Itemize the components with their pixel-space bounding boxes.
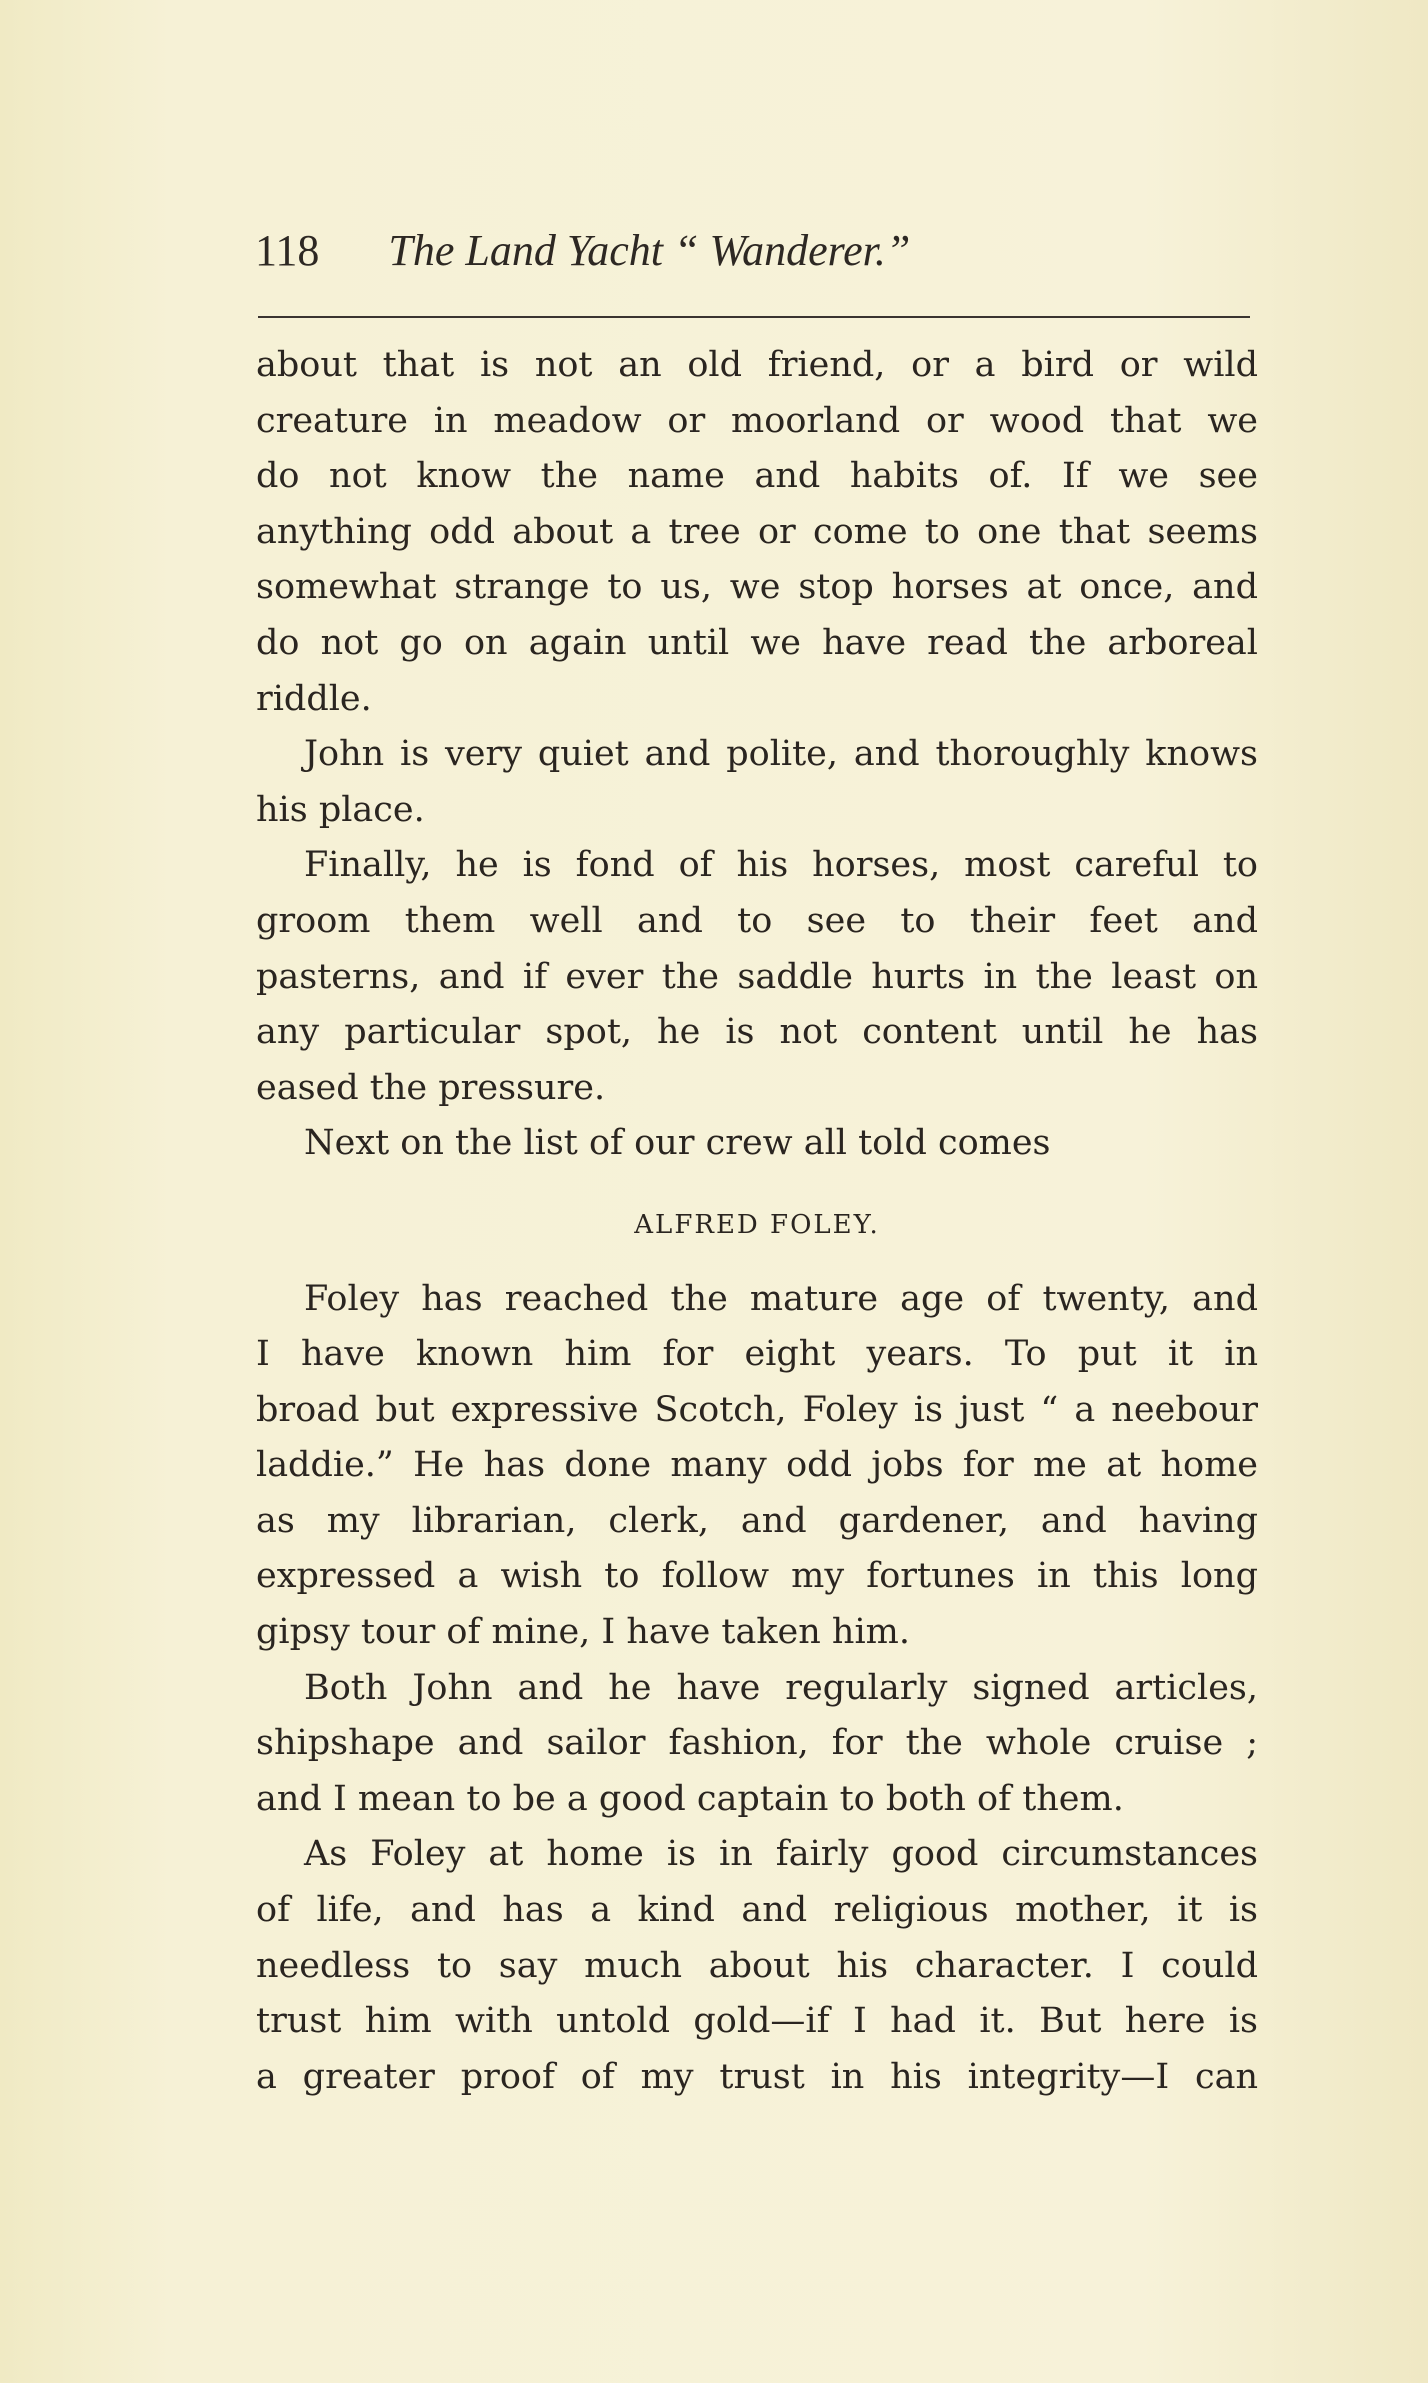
text-line: creature in meadow or moorland or wood that we [256, 400, 1258, 441]
running-header [255, 225, 910, 276]
text-line: his place. [256, 789, 425, 830]
body-text [256, 338, 1258, 2105]
running-title: The Land Yacht “ Wanderer.” [388, 226, 911, 275]
text-line: a greater proof of my trust in his integrity—I can [256, 2056, 1258, 2097]
text-line: Next on the list of our crew all told comes [304, 1123, 1051, 1164]
text-line: Finally, he is fond of his horses, most careful to [304, 845, 1258, 886]
text-line: any particular spot, he is not content until he has [256, 1012, 1258, 1053]
text-line: do not go on again until we have read the arboreal [256, 622, 1258, 663]
text-line: Foley has reached the mature age of twenty, and [304, 1278, 1258, 1319]
section-heading: ALFRED FOLEY. [634, 1209, 880, 1240]
text-line: groom them well and to see to their feet and [256, 900, 1258, 941]
text-line: John is very quiet and polite, and thoroughly knows [304, 734, 1258, 775]
text-line: about that is not an old friend, or a bird or wild [256, 345, 1258, 385]
text-line: shipshape and sailor fashion, for the whole cruise ; [256, 1723, 1258, 1764]
text-line: As Foley at home is in fairly good circumstances [304, 1834, 1258, 1875]
text-line: broad but expressive Scotch, Foley is just “ a neebour [256, 1389, 1258, 1430]
text-line: do not know the name and habits of. If we see [256, 456, 1258, 497]
text-line: pasterns, and if ever the saddle hurts in the least on [256, 956, 1258, 997]
text-line: somewhat strange to us, we stop horses at once, and [256, 567, 1258, 608]
text-line: I have known him for eight years. To put it in [256, 1334, 1258, 1375]
text-line: of life, and has a kind and religious mother, it is [256, 1890, 1258, 1931]
text-line: needless to say much about his character. I could [256, 1945, 1258, 1986]
text-line: riddle. [256, 678, 372, 719]
text-line: expressed a wish to follow my fortunes in this long [256, 1556, 1258, 1597]
text-line: trust him with untold gold—if I had it. But here is [256, 2001, 1258, 2042]
text-line: and I mean to be a good captain to both of them. [256, 1778, 1124, 1819]
text-line: gipsy tour of mine, I have taken him. [256, 1612, 910, 1653]
page-number: 118 [255, 226, 320, 275]
text-line: Both John and he have regularly signed articles, [304, 1667, 1258, 1708]
text-line: anything odd about a tree or come to one that seems [256, 511, 1258, 552]
header-rule [258, 316, 1250, 318]
text-line: laddie.” He has done many odd jobs for me at home [256, 1445, 1258, 1486]
text-line: eased the pressure. [256, 1067, 606, 1108]
text-line: as my librarian, clerk, and gardener, and having [256, 1500, 1258, 1541]
